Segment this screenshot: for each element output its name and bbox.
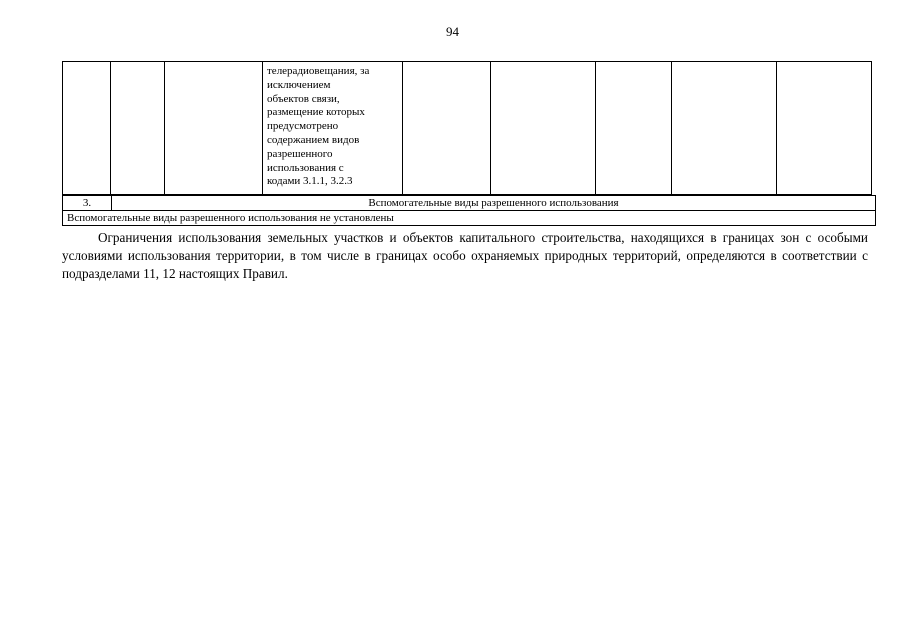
cell-text-line: разрешенного <box>267 147 333 160</box>
table-row <box>63 196 876 211</box>
paragraph-text: Ограничения использования земельных участков и объектов капитального строительства, находящихся в границах зон с особыми условиями использования территории, в том числе в границах особо охраняемых природных территорий, определяются в соответствии с подразделами 11, 12 настоящих Правил. <box>62 230 868 281</box>
cell-text-line: предусмотрено <box>267 120 339 133</box>
section-number: 3. <box>63 196 112 211</box>
table-cell <box>403 62 491 195</box>
cell-text-line: исключением <box>267 78 331 91</box>
section-title: Вспомогательные виды разрешенного использования <box>112 196 876 211</box>
land-use-table-continued <box>62 61 872 195</box>
cell-text-line: объектов связи, <box>267 92 340 105</box>
table-cell <box>491 62 596 195</box>
table-cell-use-description <box>263 62 403 195</box>
table-cell <box>672 62 777 195</box>
section-note: Вспомогательные виды разрешенного использования не установлены <box>63 211 876 226</box>
page-number: 94 <box>446 24 459 39</box>
table-cell <box>63 62 111 195</box>
table-cell <box>165 62 263 195</box>
cell-text-line: телерадиовещания, за <box>267 65 370 77</box>
auxiliary-uses-table <box>62 195 876 226</box>
table-row <box>63 62 872 195</box>
cell-text-line: содержанием видов <box>267 133 360 146</box>
restrictions-paragraph <box>62 229 868 283</box>
table-cell <box>777 62 872 195</box>
table-cell <box>111 62 165 195</box>
table-cell <box>596 62 672 195</box>
cell-text-line: кодами 3.1.1, 3.2.3 <box>267 175 353 188</box>
table-row <box>63 211 876 226</box>
cell-text-line: использования с <box>267 161 344 174</box>
cell-text-line: размещение которых <box>267 106 365 119</box>
